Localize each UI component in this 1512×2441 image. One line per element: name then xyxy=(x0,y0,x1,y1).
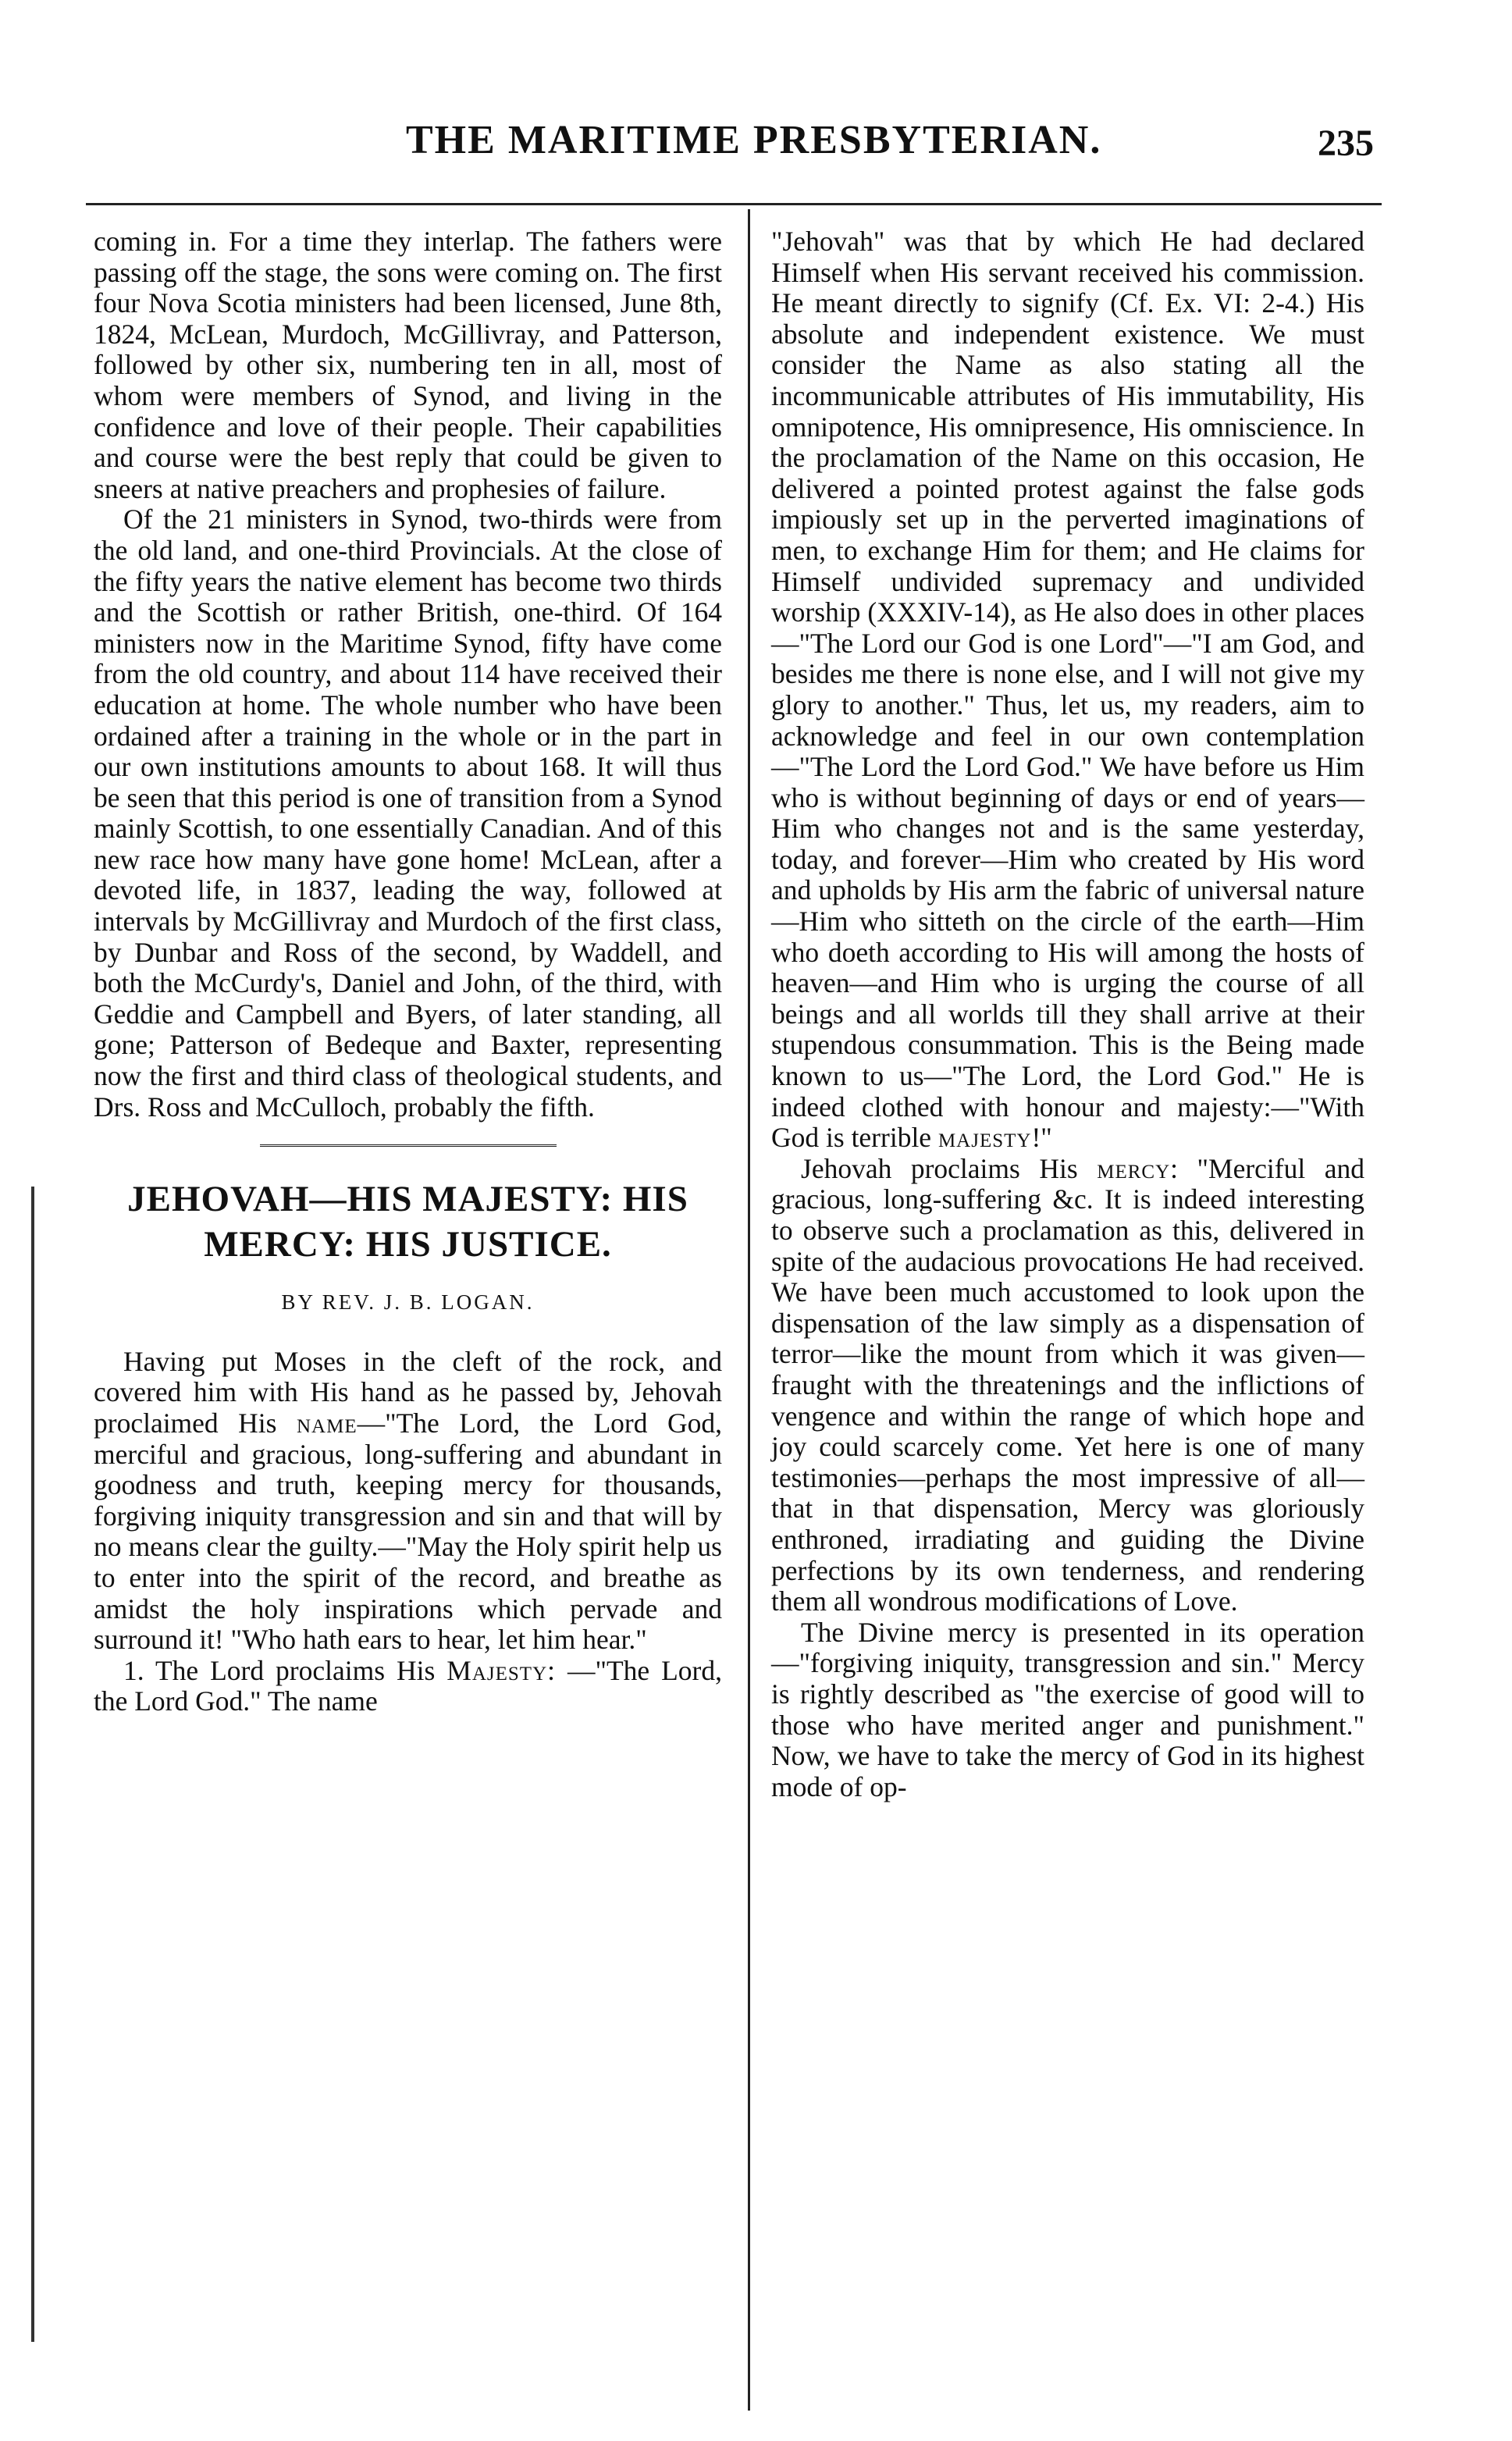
numbered-paragraph: 1. The Lord proclaims His Majesty: —"The Lord, the Lord God." The name xyxy=(94,1654,722,1717)
paragraph: "Jehovah" was that by which He had declared Himself when His servant received his commission. He meant directly to signify (Cf. Ex. VI: 2-4.) His absolute and independent existence. We must consider the Name as also stating all the incommunicable attributes of His immutability, His omnipotence, His omnipresence, His omniscience. In the proclamation of the Name on this occasion, He delivered a pointed protest against the false gods impiously set up in the perverted imaginations of men, to exchange Him for them; and He claims for Himself undivided supremacy and undivided worship (XXXIV-14), as He also does in other places—"The Lord our God is one Lord"—"I am God, and besides me there is none else, and I will not give my glory to another." Thus, let us, my readers, aim to acknowledge and feel in our own contemplation—"The Lord the Lord God." We have before us Him who is without beginning of days or end of years—Him who changes not and is the same yesterday, today, and forever—Him who created by His word and upholds by His arm the fabric of universal nature—Him who sitteth on the circle of the earth—Him who doeth according to His will among the hosts of heaven—and Him who is urging the course of all beings and all worlds till they shall arrive at their stupendous consummation. This is the Being made known to us—"The Lord, the Lord God." He is indeed clothed with honour and majesty:—"With God is terrible majesty!" xyxy=(771,226,1364,1154)
right-column xyxy=(771,226,1364,1802)
article-title-line: JEHOVAH—HIS MAJESTY: HIS xyxy=(127,1179,688,1220)
margin-mark xyxy=(31,1187,34,2342)
running-title: THE MARITIME PRESBYTERIAN. xyxy=(406,118,1102,162)
paragraph: The Divine mercy is presented in its operation—"forgiving iniquity, transgression and sin." Mercy is rightly described as "the exercise of good will to those who have merited anger and punishment." Now, we have to take the mercy of God in its highest mode of op- xyxy=(771,1616,1364,1802)
paragraph: Jehovah proclaims His mercy: "Merciful and gracious, long-suffering &c. It is indeed interesting to observe such a proclamation as this, delivered in spite of the audacious provocations He had received. We have been much accustomed to look upon the dispensation of the law simply as a dispensation of terror—like the mount from which it was given—fraught with the threatenings and the inflictions of vengence and within the range of which hope and joy could scarcely come. Yet here is one of many testimonies—perhaps the most impressive of all—that in that dispensation, Mercy was gloriously enthroned, irradiating and guiding the Divine perfections by its own tenderness, and rendering them all wondrous modifications of Love. xyxy=(771,1152,1364,1617)
page-number: 235 xyxy=(1318,123,1374,164)
byline: BY REV. J. B. LOGAN. xyxy=(281,1290,535,1315)
page-header xyxy=(94,117,1374,172)
column-divider xyxy=(748,209,750,2411)
left-column xyxy=(94,226,722,1717)
article-title-line: MERCY: HIS JUSTICE. xyxy=(204,1224,612,1265)
section-divider xyxy=(260,1144,557,1150)
header-rule xyxy=(86,203,1382,205)
paragraph: coming in. For a time they interlap. The fathers were passing off the stage, the sons were coming on. The first four Nova Scotia ministers had been licensed, June 8th, 1824, McLean, Murdoch, McGillivray, and Patterson, followed by other six, numbering ten in all, most of whom were members of Synod, and living in the confidence and love of their people. Their capabilities and course were the best reply that could be given to sneers at native preachers and prophesies of failure. xyxy=(94,226,722,504)
paragraph: Having put Moses in the cleft of the rock, and covered him with His hand as he passed by, Jehovah proclaimed His name—"The Lord, the Lord God, merciful and gracious, long-suffering and abundant in goodness and truth, keeping mercy for thousands, forgiving iniquity transgression and sin and that will by no means clear the guilty.—"May the Holy spirit help us to enter into the spirit of the record, and breathe as amidst the holy inspirations which pervade and surround it! "Who hath ears to hear, let him hear." xyxy=(94,1345,723,1656)
article-title xyxy=(94,1176,722,1267)
paragraph: Of the 21 ministers in Synod, two-thirds were from the old land, and one-third Provincials. At the close of the fifty years the native element has become two thirds and the Scottish or rather British, one-third. Of 164 ministers now in the Maritime Synod, fifty have come from the old country, and about 114 have received their education at home. The whole number who have been ordained after a training in the whole or in the part in our own institutions amounts to about 168. It will thus be seen that this period is one of transition from a Synod mainly Scottish, to one essentially Canadian. And of this new race how many have gone home! McLean, after a devoted life, in 1837, leading the way, followed at intervals by McGillivray and Murdoch of the first class, by Dunbar and Ross of the second, by Waddell, and both the McCurdy's, Daniel and John, of the third, with Geddie and Campbell and Byers, of later standing, all gone; Patterson of Bedeque and Baxter, representing now the first and third class of theological students, and Drs. Ross and McCulloch, probably the fifth. xyxy=(94,504,722,1123)
